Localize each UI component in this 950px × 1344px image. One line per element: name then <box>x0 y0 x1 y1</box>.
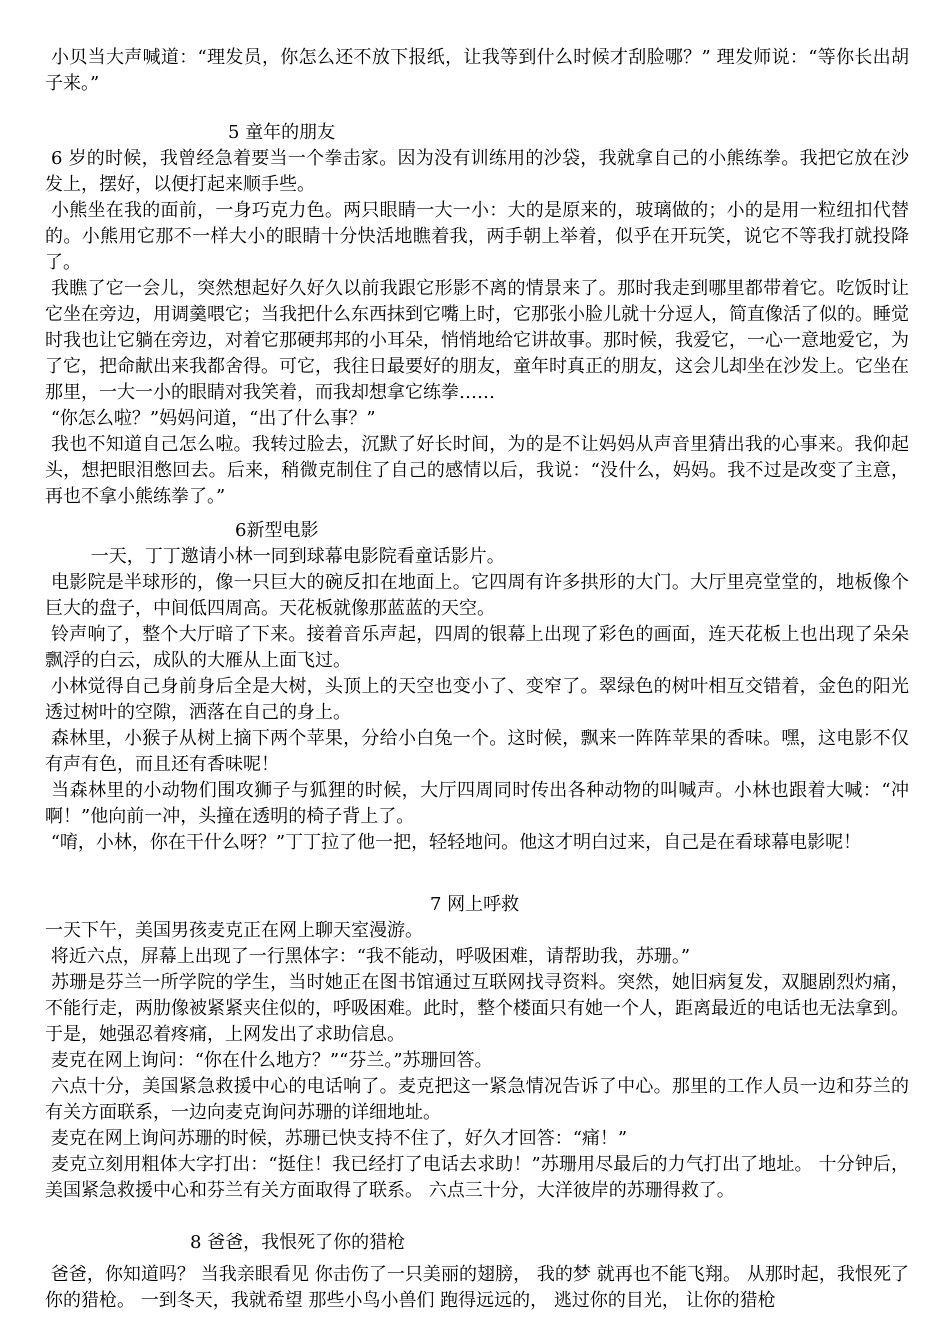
story6-paragraph-1: 一天，丁丁邀请小林一同到球幕电影院看童话影片。 <box>45 546 505 567</box>
story7-paragraph-1: 一天下午，美国男孩麦克正在网上聊天室漫游。 <box>45 920 423 941</box>
story7-paragraph-3: 苏珊是芬兰一所学院的学生，当时她正在图书馆通过互联网找寻资料。突然，她旧病复发，双腿剧烈灼痛，不能行走，两肋像被紧紧夹住似的，呼吸困难。此时，整个楼面只有她一个人，距离最近的电话也无法拿到。于是，她强忍着疼痛，上网发出了求助信息。 <box>45 972 909 1045</box>
story8-title: 8 爸爸，我恨死了你的猎枪 <box>190 1232 406 1253</box>
story7-paragraph-7: 麦克立刻用粗体大字打出：“挺住！我已经打了电话去求助！”苏珊用尽最后的力气打出了地址。 十分钟后，美国紧急救援中心和芬兰有关方面取得了联系。 六点三十分，大洋彼岸的苏珊得救了。 <box>45 1154 909 1201</box>
story5-title: 5 童年的朋友 <box>228 122 336 143</box>
story6-paragraph-3: 铃声响了，整个大厅暗了下来。接着音乐声起，四周的银幕上出现了彩色的画面，连天花板上也出现了朵朵飘浮的白云，成队的大雁从上面飞过。 <box>45 624 909 671</box>
story6-paragraph-7: “唷，小林，你在干什么呀？”丁丁拉了他一把，轻轻地问。他这才明白过来，自己是在看球幕电影呢！ <box>45 832 862 853</box>
story5-paragraph-2: 小熊坐在我的面前，一身巧克力色。两只眼睛一大一小：大的是原来的，玻璃做的；小的是用一粒纽扣代替的。小熊用它那不一样大小的眼睛十分快活地瞧着我，两手朝上举着，似乎在开玩笑，说它不等我打就投降了。 <box>45 200 909 273</box>
story5-paragraph-4: “你怎么啦？”妈妈问道，“出了什么事？” <box>45 408 376 429</box>
story5-paragraph-1: 6 岁的时候，我曾经急着要当一个拳击家。因为没有训练用的沙袋，我就拿自己的小熊练拳。我把它放在沙发上，摆好，以便打起来顺手些。 <box>45 148 909 195</box>
story7-paragraph-6: 麦克在网上询问苏珊的时候，苏珊已快支持不住了，好久才回答：“痛！” <box>45 1128 628 1149</box>
story6-paragraph-6: 当森林里的小动物们围攻狮子与狐狸的时候，大厅四周同时传出各种动物的叫喊声。小林也跟着大喊：“冲啊！”他向前一冲，头撞在透明的椅子背上了。 <box>45 780 909 827</box>
story4-paragraph-1: 小贝当大声喊道：“理发员，你怎么还不放下报纸，让我等到什么时候才刮脸哪？” 理发师说：“等你长出胡子来。” <box>45 47 909 94</box>
story6-paragraph-5: 森林里，小猴子从树上摘下两个苹果，分给小白兔一个。这时候，飘来一阵阵苹果的香味。嘿，这电影不仅有声有色，而且还有香味呢！ <box>45 728 909 775</box>
story7-paragraph-2: 将近六点，屏幕上出现了一行黑体字：“我不能动，呼吸困难，请帮助我，苏珊。” <box>45 946 691 967</box>
story6-title: 6新型电影 <box>235 520 319 541</box>
story7-paragraph-4: 麦克在网上询问：“你在什么地方？”“芬兰。”苏珊回答。 <box>45 1050 493 1071</box>
story6-paragraph-2: 电影院是半球形的，像一只巨大的碗反扣在地面上。它四周有许多拱形的大门。大厅里亮堂堂的，地板像个巨大的盘子，中间低四周高。天花板就像那蓝蓝的天空。 <box>45 572 909 619</box>
story7-title: 7 网上呼救 <box>430 894 520 915</box>
story6-paragraph-4: 小林觉得自己身前身后全是大树，头顶上的天空也变小了、变窄了。翠绿色的树叶相互交错着，金色的阳光透过树叶的空隙，洒落在自己的身上。 <box>45 676 909 723</box>
story5-paragraph-3: 我瞧了它一会儿，突然想起好久好久以前我跟它形影不离的情景来了。那时我走到哪里都带着它。吃饭时让它坐在旁边，用调羹喂它；当我把什么东西抹到它嘴上时，它那张小脸儿就十分逗人，简直像活了似的。睡觉时我也让它躺在旁边，对着它那硬邦邦的小耳朵，悄悄地给它讲故事。那时候，我爱它，一心一意地爱它，为了它，把命献出来我都舍得。可它，我往日最要好的朋友，童年时真正的朋友，这会儿却坐在沙发上。它坐在那里，一大一小的眼睛对我笑着，而我却想拿它练拳…… <box>45 278 909 403</box>
story7-paragraph-5: 六点十分，美国紧急救援中心的电话响了。麦克把这一紧急情况告诉了中心。那里的工作人员一边和芬兰的有关方面联系，一边向麦克询问苏珊的详细地址。 <box>45 1076 909 1123</box>
story5-paragraph-5: 我也不知道自己怎么啦。我转过脸去，沉默了好长时间，为的是不让妈妈从声音里猜出我的心事来。我仰起头，想把眼泪憋回去。后来，稍微克制住了自己的感情以后，我说：“没什么，妈妈。我不过是改变了主意，再也不拿小熊练拳了。” <box>45 434 909 507</box>
story8-paragraph-1: 爸爸，你知道吗？ 当我亲眼看见 你击伤了一只美丽的翅膀， 我的梦 就再也不能飞翔。 从那时起，我恨死了你的猎枪。 一到冬天，我就希望 那些小鸟小兽们 跑得远远的， 逃过你的目光， 让你的猎枪 <box>45 1264 909 1311</box>
